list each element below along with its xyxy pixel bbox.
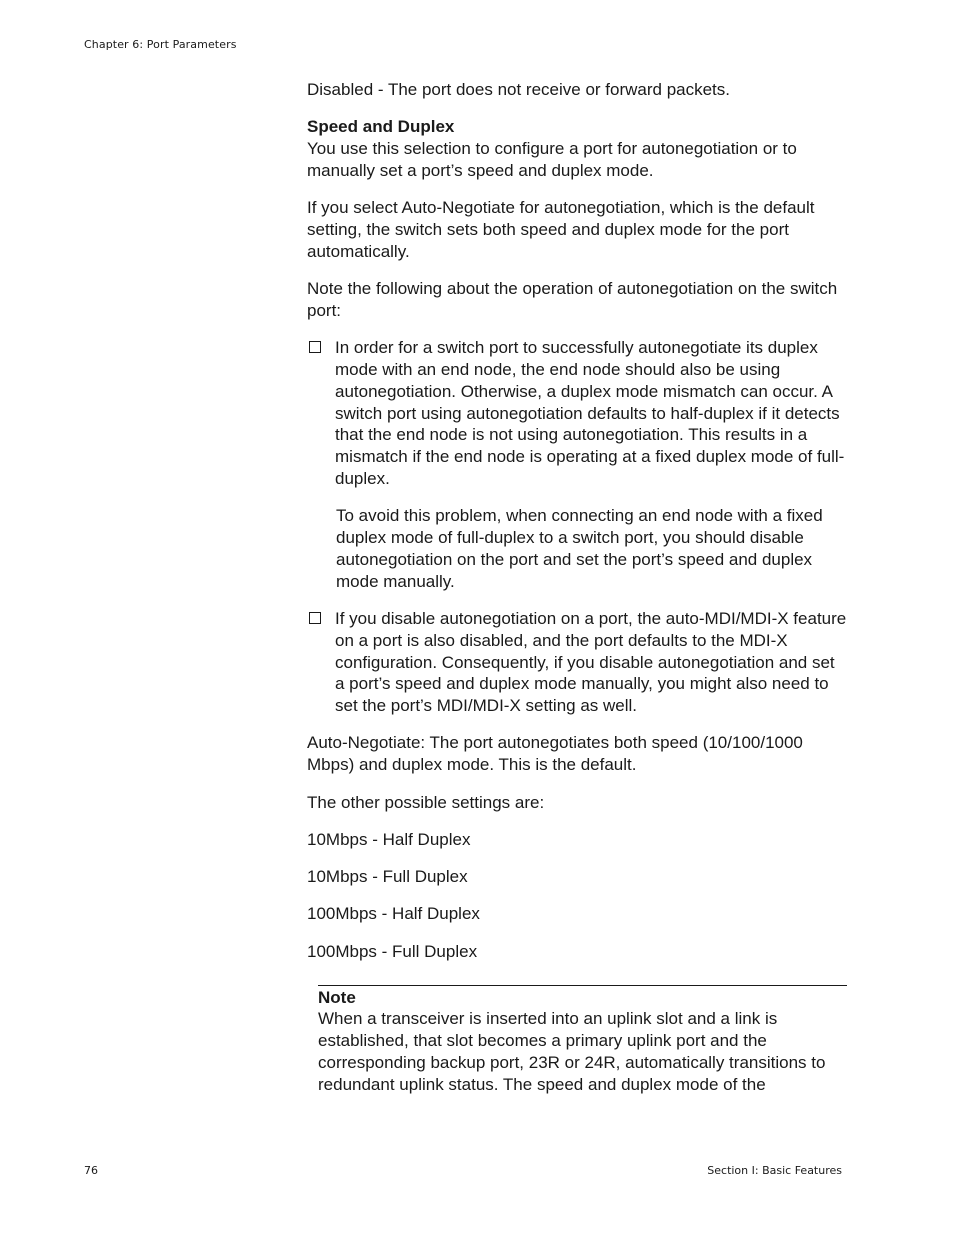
setting-item: 100Mbps - Full Duplex [307,941,478,961]
intro-paragraph: You use this selection to configure a port for autonegotiation or to manually set a port’s speed and duplex mode. [307,139,797,180]
note-text: When a transceiver is inserted into an uplink slot and a link is established, that slot becomes a primary uplink port and the corresponding backup port, 23R or 24R, automatically transitions to redundant uplink status. The speed and duplex mode of the [318,1009,826,1094]
note-following-paragraph: Note the following about the operation of autonegotiation on the switch port: [307,279,838,320]
setting-item: 100Mbps - Half Duplex [307,904,480,924]
setting-item: 10Mbps - Full Duplex [307,867,468,887]
setting-item: 10Mbps - Half Duplex [307,829,471,849]
checkbox-bullet-icon [309,612,321,624]
running-footer: Section I: Basic Features [707,1164,842,1177]
auto-negotiate-paragraph: Auto-Negotiate: The port autonegotiates both speed (10/100/1000 Mbps) and duplex mode. This is the default. [307,733,803,775]
checkbox-bullet-icon [309,341,321,353]
bullet-followup-paragraph: To avoid this problem, when connecting an end node with a fixed duplex mode of full-duplex to a switch port, you should disable autonegotiation on the port and set the port’s speed and duplex mode manually. [336,506,823,591]
disabled-paragraph: Disabled - The port does not receive or forward packets. [307,80,731,99]
running-header: Chapter 6: Port Parameters [84,38,237,51]
note-heading: Note [318,987,356,1007]
bullet-text: In order for a switch port to successfully autonegotiate its duplex mode with an end node, the end node should also be using autonegotiation. Otherwise, a duplex mode mismatch can occur. A switch port using autonegotiation defaults to half-duplex if it detects that the end node is not using autonegotiation. This results in a mismatch if the end node is operating at a fixed duplex mode of full-duplex. [335,338,845,488]
note-box [318,985,847,1096]
other-settings-intro: The other possible settings are: [307,792,545,812]
section-heading: Speed and Duplex [307,117,455,137]
bullet-text: If you disable autonegotiation on a port, the auto-MDI/MDI-X feature on a port is also disabled, and the port defaults to the MDI-X configuration. Consequently, if you disable autonegotiation and set a port’s speed and duplex mode manually, you might also need to set the port’s MDI/MDI-X setting as well. [335,608,847,716]
list-item [307,608,847,717]
page-number: 76 [84,1164,98,1177]
list-item [307,337,847,490]
page-body [307,79,847,1095]
auto-intro-paragraph: If you select Auto-Negotiate for autonegotiation, which is the default setting, the switch sets both speed and duplex mode for the port automatically. [307,198,815,261]
